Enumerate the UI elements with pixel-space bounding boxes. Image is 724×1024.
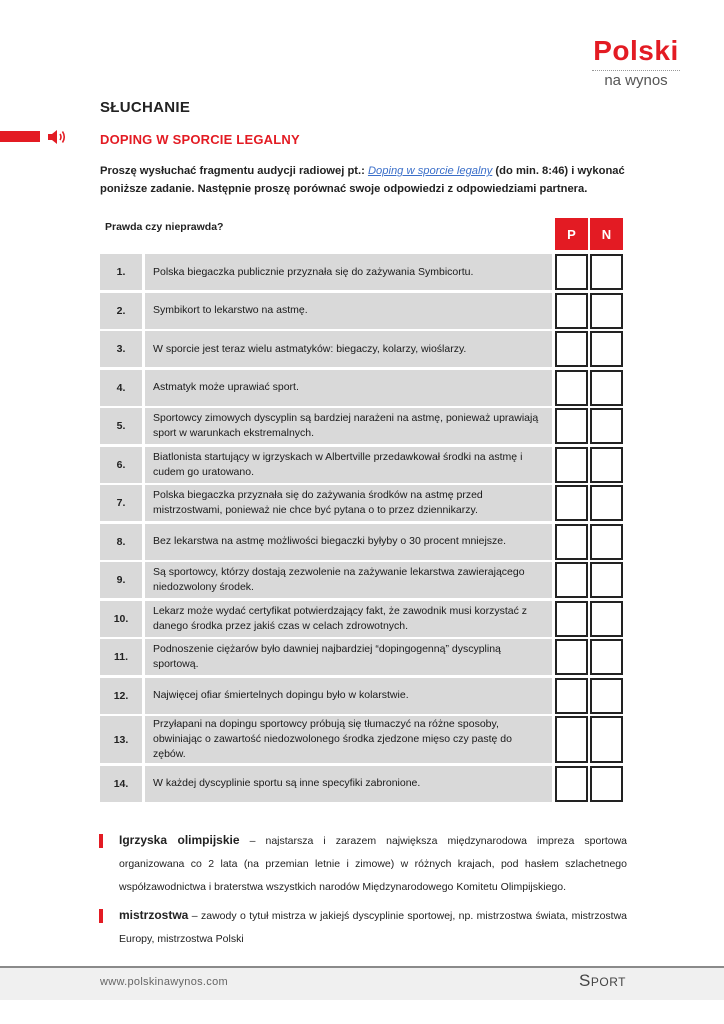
- question-row: [100, 562, 624, 598]
- answer-box-true[interactable]: [555, 293, 588, 329]
- question-text: Bez lekarstwa na astmę możliwości biegaczki byłyby o 30 procent mniejsze.: [145, 524, 552, 560]
- question-row: [100, 293, 624, 329]
- answer-box-true[interactable]: [555, 408, 588, 444]
- question-text: W każdej dyscyplinie sportu są inne specyfiki zabronione.: [145, 766, 552, 802]
- question-row: [100, 639, 624, 675]
- question-text: Są sportowcy, którzy dostają zezwolenie na zażywanie lekarstwa zawierającego niedozwolony środek.: [145, 562, 552, 598]
- answer-box-false[interactable]: [590, 254, 623, 290]
- answer-box-false[interactable]: [590, 562, 623, 598]
- instructions-text-2: (do min. 8:46) i wykonać poniższe zadanie. Następnie proszę porównać swoje odpowiedzi z odpowiedziami partnera.: [100, 165, 625, 195]
- answer-box-false[interactable]: [590, 331, 623, 367]
- answer-box-true[interactable]: [555, 639, 588, 675]
- question-text: Podnoszenie ciężarów było dawniej najbardziej “dopingogenną” dyscypliną sportową.: [145, 639, 552, 675]
- question-text: Sportowcy zimowych dyscyplin są bardziej narażeni na astmę, ponieważ uprawiają sport w warunkach ekstremalnych.: [145, 408, 552, 444]
- question-number: 12.: [100, 678, 142, 714]
- question-row: [100, 678, 624, 714]
- answer-box-true[interactable]: [555, 716, 588, 763]
- question-text: Lekarz może wydać certyfikat potwierdzający fakt, że zawodnik musi korzystać z danego środka przez jakiś czas w celach zdrowotnych.: [145, 601, 552, 637]
- question-text: W sporcie jest teraz wielu astmatyków: biegaczy, kolarzy, wioślarzy.: [145, 331, 552, 367]
- answer-box-false[interactable]: [590, 370, 623, 406]
- question-row: [100, 485, 624, 521]
- audio-link[interactable]: Doping w sporcie legalny: [367, 165, 493, 177]
- question-text: Przyłapani na dopingu sportowcy próbują się tłumaczyć na różne sposoby, obwiniając o zawartość niedozwolonego środka zjedzone mięso czy pastę do zębów.: [145, 716, 552, 763]
- answer-box-true[interactable]: [555, 562, 588, 598]
- answer-box-true[interactable]: [555, 766, 588, 802]
- question-number: 13.: [100, 716, 142, 763]
- answer-box-true[interactable]: [555, 447, 588, 483]
- definition-term: mistrzostwa: [119, 908, 189, 922]
- definition: [119, 829, 627, 899]
- section-accent-bar: [0, 131, 40, 142]
- footer-section-label: Sport: [579, 971, 626, 990]
- answer-box-false[interactable]: [590, 447, 623, 483]
- definition-text: – zawody o tytuł mistrza w jakiejś dyscyplinie sportowej, np. mistrzostwa świata, mistrzostwa Europy, mistrzostwa Polski: [119, 910, 627, 945]
- column-header-true: P: [555, 218, 588, 250]
- question-text: Polska biegaczka publicznie przyznała się do zażywania Symbicortu.: [145, 254, 552, 290]
- answer-box-false[interactable]: [590, 716, 623, 763]
- logo-sub: na wynos: [604, 72, 668, 89]
- question-row: [100, 447, 624, 483]
- brand-logo: [588, 36, 684, 89]
- section-title: DOPING W SPORCIE LEGALNY: [100, 132, 300, 147]
- answer-box-false[interactable]: [590, 766, 623, 802]
- definition-text: – najstarsza i zarazem największa międzynarodowa impreza sportowa organizowana co 2 lata (na przemian letnie i zimowe) w różnych krajach, pod hasłem szlachetnego współzawodnictwa i braterstwa wszystkich narodów Międzynarodowego Komitetu Olimpijskiego.: [119, 835, 627, 893]
- answer-box-true[interactable]: [555, 485, 588, 521]
- question-text: Symbikort to lekarstwo na astmę.: [145, 293, 552, 329]
- question-text: Astmatyk może uprawiać sport.: [145, 370, 552, 406]
- answer-box-false[interactable]: [590, 293, 623, 329]
- question-text: Biatlonista startujący w igrzyskach w Albertville przedawkował środki na astmę i cudem go uratowano.: [145, 447, 552, 483]
- table-label: Prawda czy nieprawda?: [105, 221, 224, 233]
- question-row: [100, 601, 624, 637]
- speaker-icon[interactable]: [47, 128, 69, 146]
- question-row: [100, 370, 624, 406]
- question-text: Polska biegaczka przyznała się do zażywania środków na astmę przed mistrzostwami, ponieważ nie chce być pytana o to przez dziennikarzy.: [145, 485, 552, 521]
- instructions: [100, 162, 630, 198]
- question-row: [100, 766, 624, 802]
- answer-box-true[interactable]: [555, 331, 588, 367]
- logo-divider: [592, 70, 680, 71]
- definition-marker: [99, 909, 103, 923]
- question-text: Najwięcej ofiar śmiertelnych dopingu było w kolarstwie.: [145, 678, 552, 714]
- question-number: 3.: [100, 331, 142, 367]
- answer-box-false[interactable]: [590, 678, 623, 714]
- definition-marker: [99, 834, 103, 848]
- column-header-false: N: [590, 218, 623, 250]
- answer-box-true[interactable]: [555, 254, 588, 290]
- answer-box-false[interactable]: [590, 639, 623, 675]
- question-number: 10.: [100, 601, 142, 637]
- question-number: 9.: [100, 562, 142, 598]
- page-heading: SŁUCHANIE: [100, 99, 191, 116]
- question-row: [100, 408, 624, 444]
- question-number: 14.: [100, 766, 142, 802]
- question-number: 5.: [100, 408, 142, 444]
- answer-box-false[interactable]: [590, 524, 623, 560]
- question-row: [100, 524, 624, 560]
- answer-box-false[interactable]: [590, 485, 623, 521]
- question-number: 2.: [100, 293, 142, 329]
- answer-box-true[interactable]: [555, 601, 588, 637]
- question-row: [100, 716, 624, 763]
- question-number: 1.: [100, 254, 142, 290]
- footer-url[interactable]: www.polskinawynos.com: [100, 976, 228, 988]
- definition-term: Igrzyska olimpijskie: [119, 833, 240, 847]
- question-row: [100, 254, 624, 290]
- answer-box-false[interactable]: [590, 408, 623, 444]
- answer-box-true[interactable]: [555, 524, 588, 560]
- question-row: [100, 331, 624, 367]
- answer-box-true[interactable]: [555, 370, 588, 406]
- question-number: 6.: [100, 447, 142, 483]
- question-number: 7.: [100, 485, 142, 521]
- logo-main: Polski: [593, 35, 679, 66]
- question-number: 4.: [100, 370, 142, 406]
- question-number: 8.: [100, 524, 142, 560]
- question-number: 11.: [100, 639, 142, 675]
- instructions-text-1: Proszę wysłuchać fragmentu audycji radiowej pt.:: [100, 165, 368, 177]
- definition: [119, 904, 627, 951]
- answer-box-false[interactable]: [590, 601, 623, 637]
- answer-box-true[interactable]: [555, 678, 588, 714]
